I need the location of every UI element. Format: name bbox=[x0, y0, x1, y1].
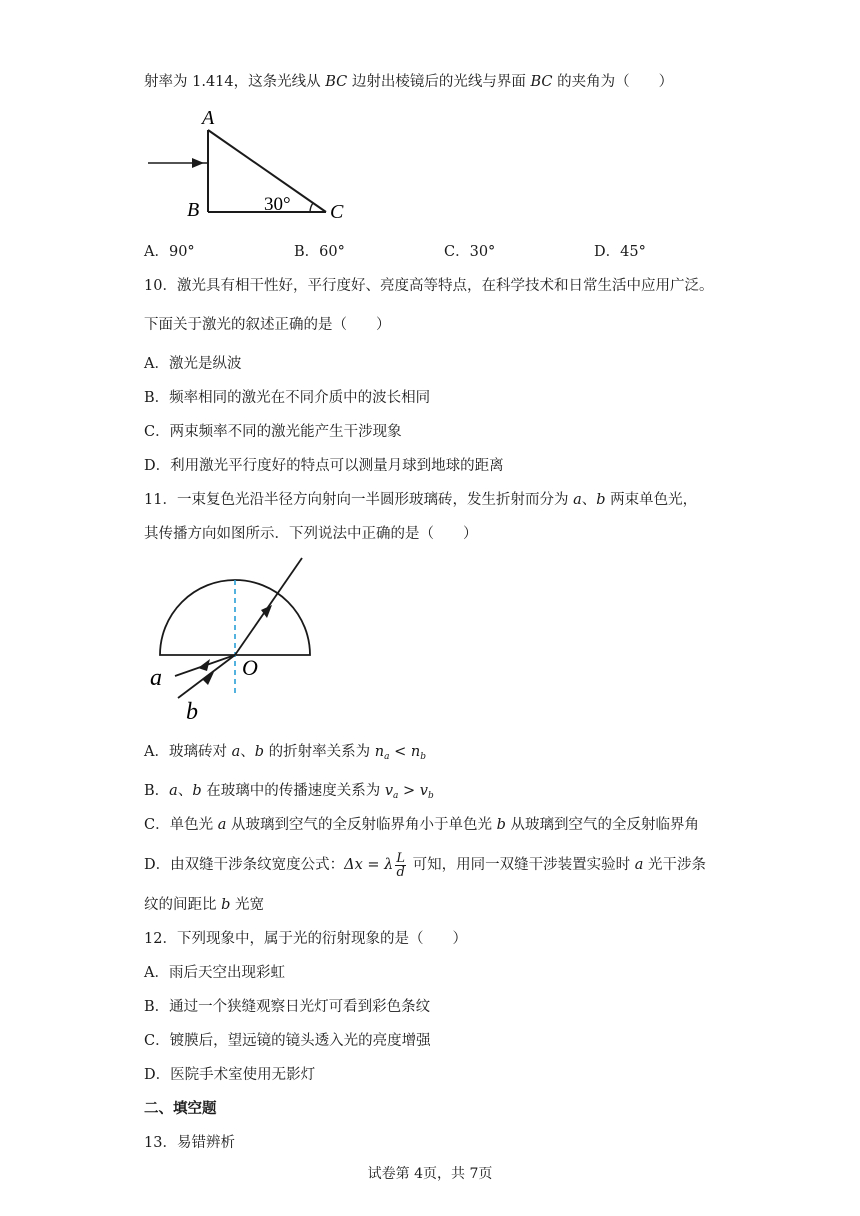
q11-option-d-line2 bbox=[144, 895, 264, 915]
fraction-num: L bbox=[396, 850, 405, 866]
opt-text: 可知，用同一双缝干涉装置实验时 bbox=[407, 857, 635, 873]
q12-option-a: A．雨后天空出现彩虹 bbox=[144, 965, 285, 981]
opt-text: C．单色光 bbox=[144, 817, 218, 833]
opt-var: n bbox=[410, 744, 421, 760]
opt-sub: b bbox=[427, 791, 434, 801]
q11-option-c bbox=[144, 815, 699, 835]
opt-var: b bbox=[254, 744, 265, 760]
q9-bc: BC bbox=[325, 74, 348, 90]
q11-option-b bbox=[144, 781, 434, 806]
opt-sub: a bbox=[384, 752, 390, 762]
opt-op: > bbox=[398, 783, 420, 799]
q9-option-a: A．90° bbox=[144, 244, 195, 260]
opt-sub: a bbox=[393, 791, 399, 801]
opt-var: b bbox=[496, 817, 506, 833]
q9-stem-line bbox=[144, 72, 673, 92]
q9-text-mid: 边射出棱镜后的光线与界面 bbox=[347, 74, 531, 90]
opt-var: a bbox=[217, 817, 227, 833]
fraction-den: d bbox=[396, 864, 405, 880]
q10-option-b: B．频率相同的激光在不同介质中的波长相同 bbox=[144, 390, 431, 406]
q11-a: a bbox=[573, 492, 582, 508]
opt-text: 在玻璃中的传播速度关系为 bbox=[201, 783, 385, 799]
opt-var: a bbox=[231, 744, 241, 760]
opt-var: n bbox=[374, 744, 385, 760]
q9-option-d: D．45° bbox=[594, 244, 646, 260]
opt-var: b bbox=[192, 783, 202, 799]
opt-text: 从玻璃到空气的全反射临界角 bbox=[505, 817, 699, 833]
opt-text: B． bbox=[144, 783, 170, 799]
opt-text: 光宽 bbox=[230, 897, 265, 913]
q11-text: 11．一束复色光沿半径方向射向一半圆形玻璃砖，发生折射而分为 bbox=[144, 492, 574, 508]
q9-text: 射率为 1.414，这条光线从 bbox=[144, 74, 321, 90]
opt-text: D．由双缝干涉条纹宽度公式： bbox=[144, 857, 345, 873]
q10-stem-line2: 下面关于激光的叙述正确的是（ ） bbox=[144, 317, 391, 333]
q9-option-b: B．60° bbox=[294, 244, 345, 260]
opt-sep: 、 bbox=[177, 783, 193, 799]
opt-text: 从玻璃到空气的全反射临界角小于单色光 bbox=[226, 817, 497, 833]
arrow-icon bbox=[192, 158, 204, 168]
semicircle-figure bbox=[140, 555, 340, 730]
angle-label: 30° bbox=[264, 194, 291, 215]
opt-var: b bbox=[221, 897, 231, 913]
label-b: b bbox=[186, 699, 198, 725]
opt-text: 纹的间距比 bbox=[144, 897, 222, 913]
opt-var: v bbox=[419, 783, 428, 799]
q10-option-a: A．激光是纵波 bbox=[144, 356, 242, 372]
section-heading: 二、填空题 bbox=[144, 1100, 217, 1117]
prism-figure bbox=[140, 100, 360, 225]
opt-var: v bbox=[384, 783, 394, 799]
label-a: a bbox=[150, 665, 162, 691]
q12-option-c: C．镀膜后，望远镜的镜头透入光的亮度增强 bbox=[144, 1033, 431, 1049]
q11-option-a bbox=[144, 742, 426, 767]
q12-option-d: D．医院手术室使用无影灯 bbox=[144, 1067, 316, 1083]
q11-b: b bbox=[596, 492, 606, 508]
opt-op: < bbox=[389, 744, 411, 760]
q9-option-c: C．30° bbox=[444, 244, 496, 260]
q11-stem-line2: 其传播方向如图所示．下列说法中正确的是（ ） bbox=[144, 526, 478, 542]
q9-bc2: BC bbox=[530, 74, 553, 90]
q9-text-end: 的夹角为（ ） bbox=[552, 74, 674, 90]
fraction bbox=[395, 852, 406, 879]
q10-option-c: C．两束频率不同的激光能产生干涉现象 bbox=[144, 424, 402, 440]
opt-text: 光干涉条 bbox=[643, 857, 706, 873]
label-C: C bbox=[330, 201, 344, 223]
opt-var: a bbox=[634, 857, 644, 873]
label-B: B bbox=[187, 199, 200, 221]
arrow-icon bbox=[202, 672, 214, 685]
page-footer: 试卷第 4页，共 7页 bbox=[367, 1166, 493, 1182]
label-O: O bbox=[242, 655, 258, 680]
q12-stem: 12．下列现象中，属于光的衍射现象的是（ ） bbox=[144, 931, 467, 947]
formula: Δx = λ bbox=[344, 857, 394, 873]
opt-sep: 、 bbox=[240, 744, 255, 760]
label-A: A bbox=[202, 107, 215, 129]
opt-sub: b bbox=[420, 752, 426, 762]
opt-text: A．玻璃砖对 bbox=[144, 744, 232, 760]
q10-stem-line1: 10．激光具有相干性好，平行度好、亮度高等特点，在科学技术和日常生活中应用广泛。 bbox=[144, 278, 714, 294]
opt-text: 的折射率关系为 bbox=[264, 744, 375, 760]
q10-option-d: D．利用激光平行度好的特点可以测量月球到地球的距离 bbox=[144, 458, 504, 474]
arrow-icon bbox=[198, 659, 210, 671]
q13-stem: 13．易错辨析 bbox=[144, 1135, 235, 1151]
q11-sep: 、 bbox=[581, 492, 597, 508]
q11-text-end: 两束单色光， bbox=[605, 492, 698, 508]
opt-var: a bbox=[169, 783, 178, 799]
q11-option-d bbox=[144, 850, 706, 880]
q12-option-b: B．通过一个狭缝观察日光灯可看到彩色条纹 bbox=[144, 999, 431, 1015]
q11-stem-line1 bbox=[144, 490, 697, 510]
